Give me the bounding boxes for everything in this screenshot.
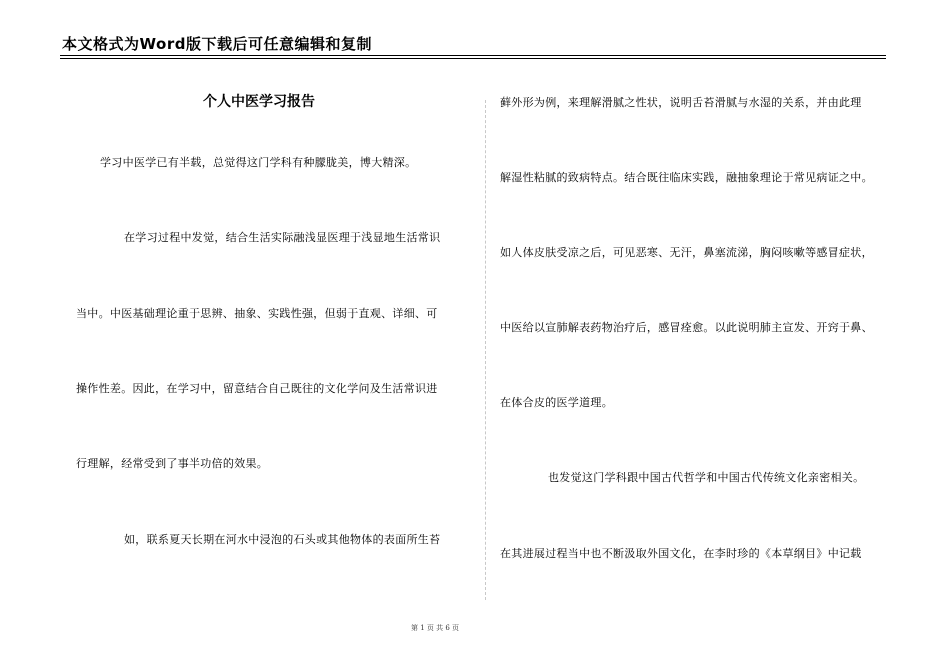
column-divider: [485, 100, 486, 600]
header-rule-bottom: [60, 58, 886, 59]
left-line: 在学习过程中发觉，结合生活实际融浅显医理于浅显地生活常识: [124, 231, 441, 244]
left-line: 如，联系夏天长期在河水中浸泡的石头或其他物体的表面所生苔: [124, 533, 441, 546]
left-line: 行理解，经常受到了事半功倍的效果。: [76, 457, 269, 470]
right-line: 解湿性粘腻的致病特点。结合既往临床实践，融抽象理论于常见病证之中。: [500, 171, 873, 184]
left-line: 学习中医学已有半载，总觉得这门学科有种朦胧美，博大精深。: [100, 156, 417, 169]
left-line: 操作性差。因此，在学习中，留意结合自己既往的文化学问及生活常识进: [76, 382, 438, 395]
right-line: 在体合皮的医学道理。: [500, 396, 613, 409]
right-line: 藓外形为例，来理解滑腻之性状，说明舌苔滑腻与水湿的关系，并由此理: [500, 96, 862, 109]
header-rule-top: [60, 55, 886, 56]
document-header: 本文格式为Word版下载后可任意编辑和复制: [62, 35, 372, 53]
page-number: 第 1 页 共 6 页: [411, 624, 460, 632]
document-title: 个人中医学习报告: [203, 94, 315, 110]
right-line: 中医给以宣肺解表药物治疗后，感冒痊愈。以此说明肺主宣发、开窍于鼻、: [500, 321, 873, 334]
right-line: 在其进展过程当中也不断汲取外国文化，在李时珍的《本草纲目》中记载: [500, 547, 862, 560]
right-line: 也发觉这门学科跟中国古代哲学和中国古代传统文化亲密相关。: [548, 471, 865, 484]
left-line: 当中。中医基础理论重于思辨、抽象、实践性强，但弱于直观、详细、可: [76, 307, 438, 320]
right-line: 如人体皮肤受凉之后，可见恶寒、无汗，鼻塞流涕，胸闷咳嗽等感冒症状，: [500, 246, 873, 259]
